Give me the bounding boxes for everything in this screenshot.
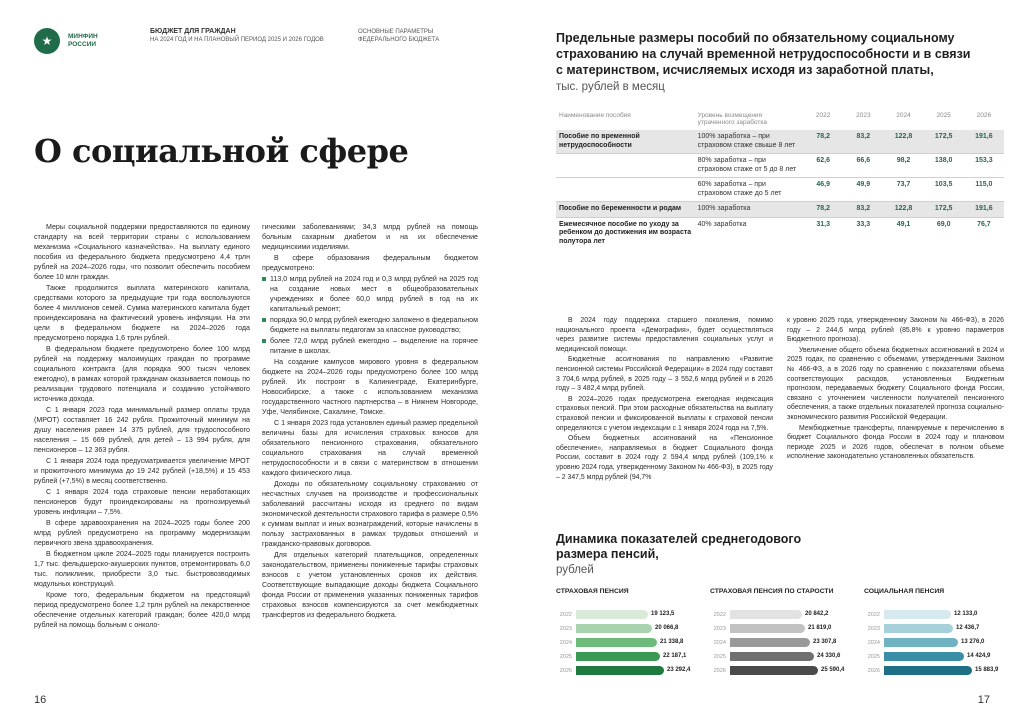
bar-row: [864, 650, 1006, 663]
emblem-icon: ★: [34, 28, 60, 54]
bar-value-label: 24 330,6: [817, 653, 841, 659]
left-column-2-rest: [262, 357, 478, 620]
page-title: О социальной сфере: [34, 132, 409, 170]
bar-area: [884, 652, 1006, 661]
table-row: [556, 202, 1004, 218]
table-title: Предельные размеры пособий по обязательному социальному страхованию на случай временной нетрудоспособности и в связи с материнством, исчисляемых исходя из заработной платы, тыс. рублей в месяц: [556, 31, 971, 93]
pension-bar-chart: [864, 588, 1006, 688]
bullet-item: порядка 90,0 млрд рублей ежегодно заложено в федеральном бюджете на выплаты педагогам за классное руководство;: [262, 315, 478, 335]
logo-text: МИНФИН РОССИИ: [68, 33, 98, 48]
bar-year-label: 2023: [867, 625, 880, 632]
value-cell: 103,5: [924, 178, 964, 202]
bar-year-label: 2025: [713, 653, 726, 660]
bar-row: [864, 636, 1006, 649]
value-cell: 172,5: [924, 202, 964, 218]
bar: [884, 666, 972, 675]
bar-year-label: 2026: [867, 667, 880, 674]
value-cell: 78,2: [803, 202, 843, 218]
bar-year-label: 2026: [713, 667, 726, 674]
value-cell: 66,6: [843, 154, 883, 178]
bar-area: [730, 638, 852, 647]
bar-value-label: 25 590,4: [821, 667, 845, 673]
bar-value-label: 20 842,2: [805, 611, 829, 617]
bar-row: [710, 622, 852, 635]
page-number-left: 16: [34, 694, 47, 706]
bar-year-label: 2023: [713, 625, 726, 632]
paragraph: В бюджетном цикле 2024–2025 годы планируется построить 1,7 тыс. фельдшерско-акушерских пунктов, отремонтировать 6,0 тыс. поликлиник, приобрести 3,0 тыс. быстровозводимых модульных конструкций.: [34, 550, 250, 588]
col-header-year: 2025: [936, 112, 951, 119]
right-page: [512, 0, 1024, 724]
value-cell: 49,9: [843, 178, 883, 202]
value-cell: 69,0: [924, 217, 964, 249]
bar-value-label: 19 123,5: [651, 611, 675, 617]
value-cell: 49,1: [883, 217, 923, 249]
header-section: ОСНОВНЫЕ ПАРАМЕТРЫ ФЕДЕРАЛЬНОГО БЮДЖЕТА: [358, 29, 440, 43]
table-body: [556, 130, 1004, 249]
compensation-level-cell: 100% заработка: [695, 202, 803, 218]
compensation-level-cell: 40% заработка: [695, 217, 803, 249]
bar-row: [556, 636, 698, 649]
col-header-year: 2024: [896, 112, 911, 119]
bar-area: [884, 666, 1006, 675]
pensions-chart-title: Динамика показателей среднегодового размера пенсий, рублей: [556, 532, 802, 576]
compensation-level-cell: 60% заработка – при страховом стаже до 5 лет: [695, 178, 803, 202]
chart-title: СТРАХОВАЯ ПЕНСИЯ: [556, 588, 629, 595]
paragraph: Кроме того, федеральным бюджетом на предстоящий период предусмотрено более 1,2 трлн рублей на лекарственное обеспечение отдельных категорий граждан; более 420,0 млрд рублей на помощь больным с онколо-: [34, 591, 250, 629]
header-title: БЮДЖЕТ ДЛЯ ГРАЖДАН: [150, 28, 236, 35]
bar-year-label: 2022: [713, 611, 726, 618]
paragraph: Для отдельных категорий плательщиков, определенных законодательством, применены пониженные тарифы страховых взносов с учетом установленных сроков их действия. Соответствующие выпадающие доходы бюджета Социального фонда России от применения указанных пониженных тарифов страховых взносов компенсируются за счет межбюджетных трансфертов из федерального бюджета.: [262, 551, 478, 619]
paragraph: гическими заболеваниями; 34,3 млрд рублей на помощь больным сахарным диабетом и на их обеспечение медицинскими изделиями.: [262, 223, 478, 251]
table-unit: тыс. рублей в месяц: [556, 81, 665, 93]
chart-title: СТРАХОВАЯ ПЕНСИЯ ПО СТАРОСТИ: [710, 588, 834, 595]
paragraph: Доходы по обязательному социальному страхованию от несчастных случаев на производстве и профессиональных заболеваний рассчитаны исходя из среднего по видам экономической деятельности страхового тарифа в размере 0,5% к суммам выплат и иных вознаграждений, которые начислены в пользу застрахованных в рамках трудовых отношений и гражданско-правовых договоров.: [262, 480, 478, 548]
bar-year-label: 2022: [559, 611, 572, 618]
benefit-name-cell: Ежемесячное пособие по уходу за ребенком до достижения им возраста полутора лет: [556, 217, 695, 249]
value-cell: 46,9: [803, 178, 843, 202]
bar-value-label: 14 424,9: [967, 653, 991, 659]
benefit-name-cell: Пособие по временной нетрудоспособности: [556, 130, 695, 154]
col-header-name: Наименование пособия: [559, 112, 631, 119]
bar: [884, 652, 964, 661]
paragraph: С 1 января 2023 года установлен единый размер предельной величины базы для исчисления страховых взносов для обязательного пенсионного страхования, обязательного социального страхования на случай временной нетрудоспособности и в связи с материнством в отношении каждого физического лица.: [262, 419, 478, 477]
bar: [730, 638, 810, 647]
col-header-level: Уровень возмещения утраченного заработка: [697, 112, 767, 126]
value-cell: 172,5: [924, 130, 964, 154]
right-text-columns: [556, 316, 1004, 483]
table-row: [556, 217, 1004, 249]
bar-value-label: 20 066,8: [655, 625, 679, 631]
bullet-item: более 72,0 млрд рублей ежегодно – выделение на горячее питание в школах.: [262, 336, 478, 356]
paragraph: Межбюджетные трансферты, планируемые к перечислению в бюджет Социального фонда России в 2024 году и плановом периоде 2025 и 2026 годов, обеспечат в полном объеме исполнение законодательно установленных обязательств.: [787, 424, 1004, 461]
bar-row: [556, 608, 698, 621]
bar-area: [884, 638, 1006, 647]
bar-year-label: 2022: [867, 611, 880, 618]
bar-year-label: 2024: [867, 639, 880, 646]
bar-year-label: 2025: [867, 653, 880, 660]
left-column-1: [34, 222, 250, 682]
benefit-name-cell: [556, 154, 695, 178]
bar-area: [576, 610, 698, 619]
bar-year-label: 2024: [559, 639, 572, 646]
bar-row: [710, 650, 852, 663]
paragraph: Также продолжится выплата материнского капитала, средствами которого за предыдущие три года воспользуются более 4 миллионов семей. Сумма материнского капитала будет проиндексирована на фактический уровень инфляции. На эти цели в федеральном бюджете на 2024–2026 года предусмотрено порядка 1,6 трлн рублей.: [34, 284, 250, 342]
value-cell: 73,7: [883, 178, 923, 202]
right-column-1: [556, 316, 773, 483]
value-cell: 138,0: [924, 154, 964, 178]
paragraph: В сфере здравоохранения на 2024–2025 годы более 200 млрд рублей предусмотрено на программу модернизации первичного звена здравоохранения.: [34, 519, 250, 547]
table-header-row: [556, 110, 1004, 130]
paragraph: Меры социальной поддержки предоставляются по единому стандарту на всей территории страны с использованием механизма «Социального казначейства». На выплату единого пособия из федерального бюджета предусмотрено 4,4 трлн рублей на 2024–2026 годы, что позволит обеспечить пособием более 10 млн граждан.: [34, 223, 250, 281]
bar: [884, 624, 953, 633]
bar: [884, 638, 958, 647]
bar-area: [884, 610, 1006, 619]
pension-bar-chart: [710, 588, 852, 688]
bar-area: [730, 652, 852, 661]
bar-row: [556, 622, 698, 635]
paragraph: Бюджетные ассигнования по направлению «Развитие пенсионной системы Российской Федерации» в 2024 году составят 3 704,6 млрд рублей, в 2025 году – 3 552,6 млрд рублей и в 2026 году – 3 482,4 млрд рублей.: [556, 356, 773, 393]
left-column-2: [262, 222, 478, 682]
pensions-chart-unit: рублей: [556, 564, 594, 576]
bar-value-label: 13 276,0: [961, 639, 985, 645]
table-row: [556, 130, 1004, 154]
bar-row: [864, 622, 1006, 635]
bar-value-label: 12 436,7: [956, 625, 980, 631]
bar-year-label: 2024: [713, 639, 726, 646]
bar-area: [730, 666, 852, 675]
col-header-year: 2023: [856, 112, 871, 119]
value-cell: 122,8: [883, 202, 923, 218]
bar-year-label: 2023: [559, 625, 572, 632]
col-header-year: 2026: [976, 112, 992, 119]
bar-value-label: 23 307,8: [813, 639, 837, 645]
value-cell: 33,3: [843, 217, 883, 249]
bullet-item: 113,0 млрд рублей на 2024 год и 0,3 млрд рублей на 2025 год на создание новых мест в общеобразовательных учреждениях и более 60,0 млрд рублей в год на их капитальный ремонт;: [262, 274, 478, 314]
bar-year-label: 2025: [559, 653, 572, 660]
bar: [730, 610, 802, 619]
bar: [576, 638, 657, 647]
page-number-right: 17: [977, 694, 990, 706]
bar: [576, 652, 660, 661]
value-cell: 115,0: [964, 178, 1004, 202]
value-cell: 62,6: [803, 154, 843, 178]
bar-row: [710, 608, 852, 621]
value-cell: 78,2: [803, 130, 843, 154]
bar-value-label: 21 819,0: [808, 625, 832, 631]
paragraph: Увеличение общего объема бюджетных ассигнований в 2024 и 2025 годах, по сравнению с объемами, утвержденными Законом № 466-ФЗ, а в 2026 году по сравнению с показателями объема соответствующих расходов, установленных Бюджетным прогнозом, передаваемых бюджету Социального фонда России, связано с уточнением численности получателей пенсионного обеспечения, а также отдельных показателей прогноза социально-экономического развития Российской Федерации.: [787, 346, 1004, 421]
value-cell: 191,6: [964, 202, 1004, 218]
value-cell: 31,3: [803, 217, 843, 249]
pension-bar-chart: [556, 588, 698, 688]
benefits-table: [556, 110, 1004, 249]
bar: [730, 624, 805, 633]
bar-row: [710, 664, 852, 677]
bar: [576, 610, 648, 619]
bar-area: [576, 652, 698, 661]
paragraph: На создание кампусов мирового уровня в федеральном бюджете на 2024–2026 годы предусмотрено более 100 млрд рублей. Их построят в Калининграде, Екатеринбурге, Новосибирске, а также с использованием механизма государственного частного партнерства – в Нижнем Новгороде, Уфе, Челябинске, Сахалине, Томске.: [262, 358, 478, 416]
bar-value-label: 23 292,4: [667, 667, 691, 673]
paragraph: В федеральном бюджете предусмотрено более 100 млрд рублей на поддержку малоимущих граждан по программе социального контракта (для порядка 900 тысяч человек ежегодно), в рамках которой гражданам оказывается помощь по реализации трудового потенциала и созданию устойчивого источника дохода.: [34, 345, 250, 403]
paragraph: С 1 января 2024 года предусматривается увеличение МРОТ и прожиточного минимума до 19 242 рублей (+18,5%) и 15 453 рублей (+7,5%) в месяц соответственно.: [34, 457, 250, 485]
right-column-2: [787, 316, 1004, 483]
chart-title: СОЦИАЛЬНАЯ ПЕНСИЯ: [864, 588, 945, 595]
pension-charts: [556, 588, 1006, 688]
bar-row: [864, 608, 1006, 621]
bar: [576, 624, 652, 633]
bar: [730, 666, 818, 675]
bar-area: [576, 624, 698, 633]
benefit-name-cell: Пособие по беременности и родам: [556, 202, 695, 218]
value-cell: 76,7: [964, 217, 1004, 249]
paragraph: В 2024 году поддержка старшего поколения, помимо национального проекта «Демография», будет осуществляться через развитие системы предоставления социальных услуг и медицинской помощи.: [556, 317, 773, 353]
bar-value-label: 21 338,8: [660, 639, 684, 645]
education-bullet-list: [262, 274, 478, 356]
bar-value-label: 22 187,1: [663, 653, 687, 659]
bar: [884, 610, 951, 619]
bar-value-label: 15 883,9: [975, 667, 999, 673]
table-row: [556, 154, 1004, 178]
value-cell: 98,2: [883, 154, 923, 178]
benefit-name-cell: [556, 178, 695, 202]
left-text-columns: [34, 222, 478, 682]
bar-row: [556, 664, 698, 677]
table-row: [556, 178, 1004, 202]
page-header: [34, 28, 478, 58]
value-cell: 83,2: [843, 130, 883, 154]
paragraph: В 2024–2026 годах предусмотрена ежегодная индексация страховых пенсий. При этом расходные обязательства на выплату страховой пенсии и фиксированной выплаты к страховой пенсии определяются с учетом индексации с 1 января 2024 года на 7,5%.: [556, 395, 773, 432]
bar-value-label: 12 133,0: [954, 611, 978, 617]
paragraph: В сфере образования федеральным бюджетом предусмотрено:: [262, 254, 478, 272]
bar-area: [730, 624, 852, 633]
value-cell: 122,8: [883, 130, 923, 154]
bar-row: [556, 650, 698, 663]
ministry-logo: [34, 28, 134, 54]
bar-area: [576, 638, 698, 647]
value-cell: 153,3: [964, 154, 1004, 178]
col-header-year: 2022: [815, 112, 831, 119]
compensation-level-cell: 80% заработка – при страховом стаже от 5 до 8 лет: [695, 154, 803, 178]
header-subtitle: НА 2024 ГОД И НА ПЛАНОВЫЙ ПЕРИОД 2025 И 2026 ГОДОВ: [150, 37, 324, 43]
bar-area: [884, 624, 1006, 633]
paragraph: С 1 января 2024 года страховые пенсии неработающих пенсионеров будут проиндексированы на прогнозируемый уровень инфляции – 7,5%.: [34, 488, 250, 516]
bar-area: [576, 666, 698, 675]
bar-row: [864, 664, 1006, 677]
bar-year-label: 2026: [559, 667, 572, 674]
compensation-level-cell: 100% заработка – при страховом стаже свыше 8 лет: [695, 130, 803, 154]
bar: [576, 666, 664, 675]
paragraph: Объем бюджетных ассигнований на «Пенсионное обеспечение», направляемых в бюджет Социального фонда России, составит в 2024 году 2 594,4 млрд рублей (109,1% к уровню 2024 года, утвержденному Законом № 466-ФЗ), в 2025 году – 2 347,5 млрд рублей (94,7%: [556, 435, 773, 481]
paragraph: С 1 января 2023 года минимальный размер оплаты труда (МРОТ) составляет 16 242 рубля. Прожиточный минимум на душу населения равен 14 375 рублей, для трудоспособного населения – 15 669 рублей, для детей – 13 994 рубля, для пенсионеров – 12 363 рубля.: [34, 406, 250, 454]
value-cell: 191,6: [964, 130, 1004, 154]
value-cell: 83,2: [843, 202, 883, 218]
header-title-block: [150, 28, 340, 43]
bar-row: [710, 636, 852, 649]
paragraph: к уровню 2025 года, утвержденному Законом № 466-ФЗ), в 2026 году – 2 244,6 млрд рублей (85,8% к уровню параметров Бюджетного прогноза).: [787, 317, 1004, 344]
bar: [730, 652, 814, 661]
bar-area: [730, 610, 852, 619]
